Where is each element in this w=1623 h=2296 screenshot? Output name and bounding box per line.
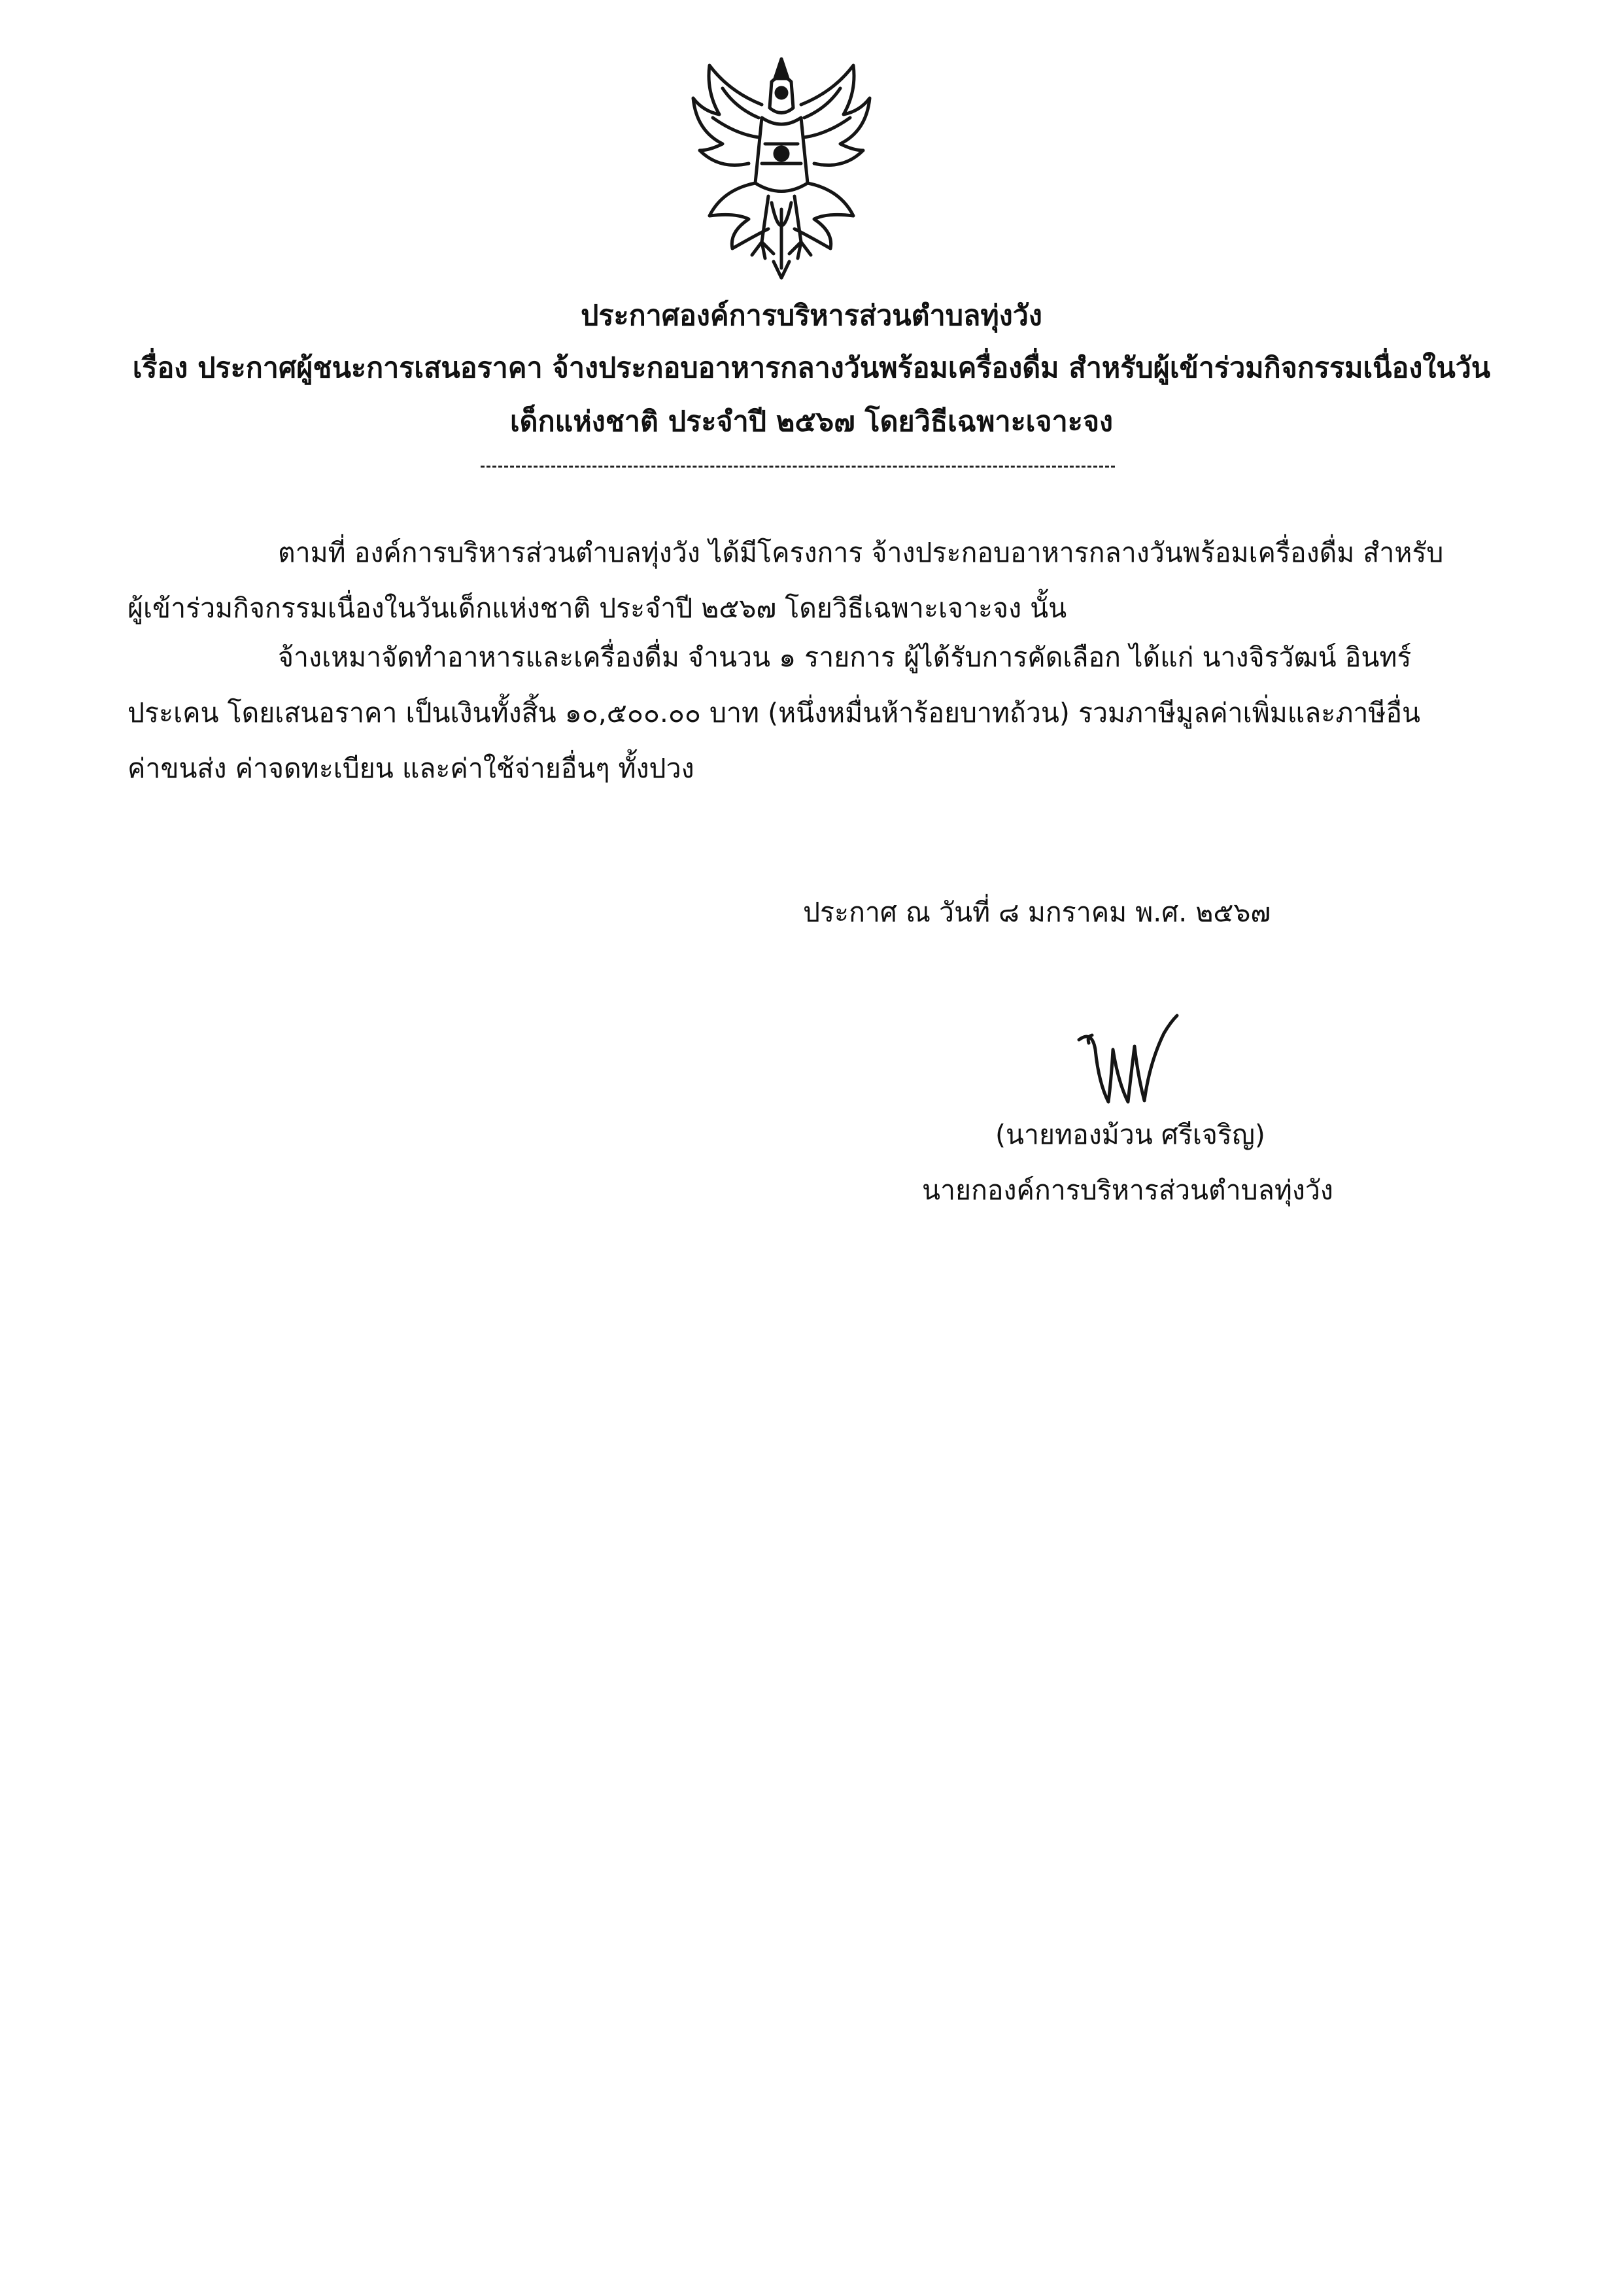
body-paragraph-2-line-3: ค่าขนส่ง ค่าจดทะเบียน และค่าใช้จ่ายอื่นๆ ทั้งปวง	[128, 753, 694, 784]
signer-name: (นายทองม้วน ศรีเจริญ)	[995, 1119, 1265, 1150]
announcement-title: ประกาศองค์การบริหารส่วนตำบลทุ่งวัง	[581, 300, 1042, 332]
body-paragraph-1-line-1: ตามที่ องค์การบริหารส่วนตำบลทุ่งวัง ได้มีโครงการ จ้างประกอบอาหารกลางวันพร้อมเครื่องดื่ม สำหรับ	[278, 537, 1444, 568]
garuda-emblem-icon	[683, 52, 880, 288]
announcement-date: ประกาศ ณ วันที่ ๘ มกราคม พ.ศ. ๒๕๖๗	[803, 897, 1271, 928]
handwritten-signature-icon	[1072, 1010, 1184, 1115]
signer-position: นายกองค์การบริหารส่วนตำบลทุ่งวัง	[922, 1174, 1333, 1206]
subject-line: เรื่อง ประกาศผู้ชนะการเสนอราคา จ้างประกอบอาหารกลางวันพร้อมเครื่องดื่ม สำหรับผู้เข้าร่วมกิจกรรมเนื่องในวัน	[132, 352, 1491, 385]
body-paragraph-2-line-2: ประเคน โดยเสนอราคา เป็นเงินทั้งสิ้น ๑๐,๕๐๐.๐๐ บาท (หนึ่งหมื่นห้าร้อยบาทถ้วน) รวมภาษีมูลค่าเพิ่มและภาษีอื่น	[128, 697, 1421, 728]
dashed-divider	[481, 466, 1115, 468]
subject-line-continued: เด็กแห่งชาติ ประจำปี ๒๕๖๗ โดยวิธีเฉพาะเจาะจง	[509, 405, 1114, 438]
body-paragraph-1-line-2: ผู้เข้าร่วมกิจกรรมเนื่องในวันเด็กแห่งชาติ ประจำปี ๒๕๖๗ โดยวิธีเฉพาะเจาะจง นั้น	[128, 592, 1067, 624]
body-paragraph-2-line-1: จ้างเหมาจัดทำอาหารและเครื่องดื่ม จำนวน ๑ รายการ ผู้ได้รับการคัดเลือก ได้แก่ นางจิรวัฒน์ อินทร์	[278, 642, 1412, 673]
